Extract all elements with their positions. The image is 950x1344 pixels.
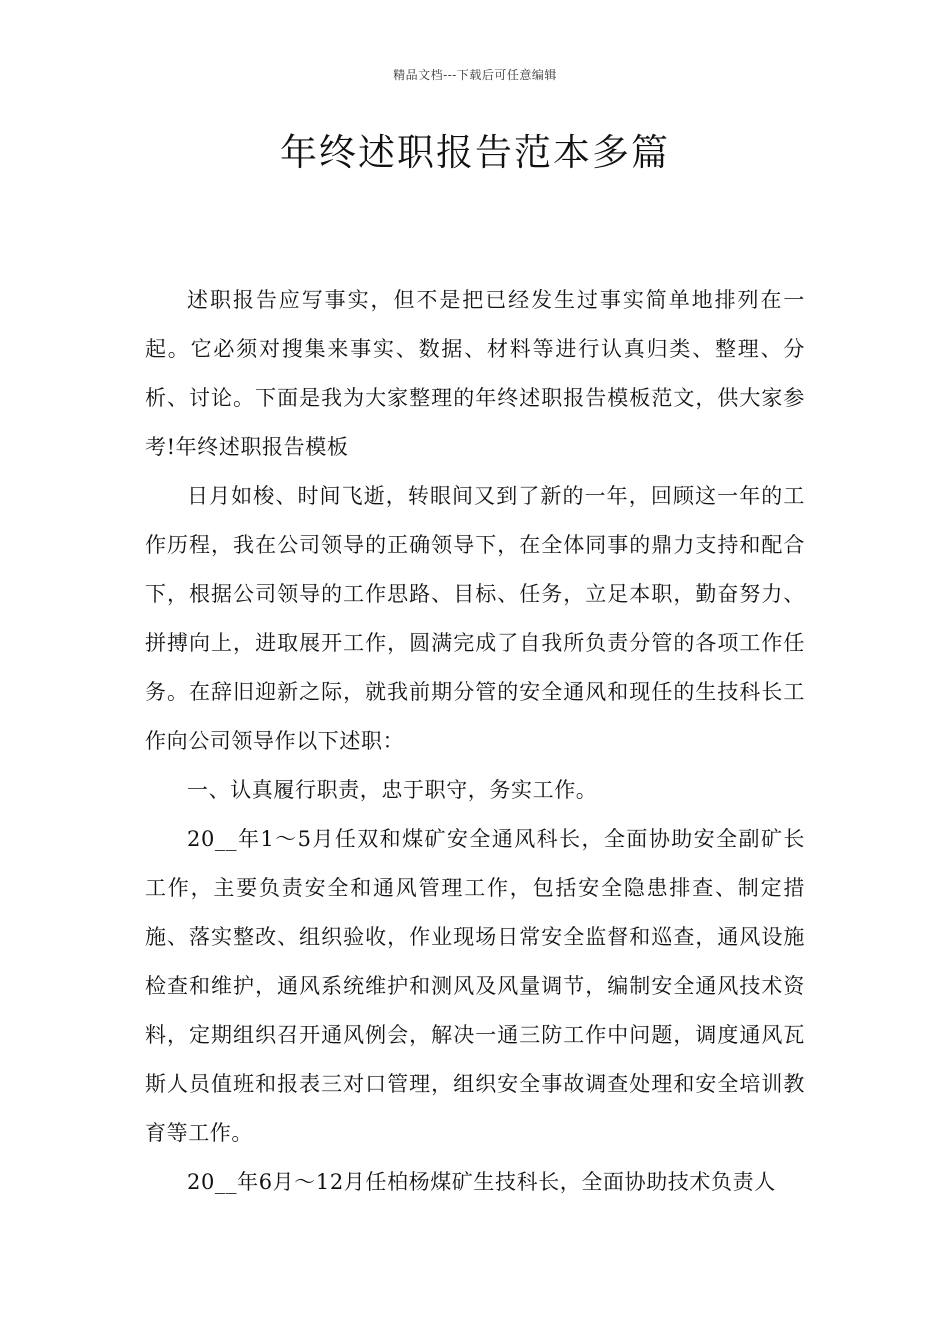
header-note: 精品文档---下载后可任意编辑 [393,68,557,82]
paragraph-intro: 述职报告应写事实，但不是把已经发生过事实简单地排列在一起。它必须对搜集来事实、数据、材料等进行认真归类、整理、分析、讨论。下面是我为大家整理的年终述职报告模板范文，供大家参考!年终述职报告模板 [145,288,805,459]
paragraph-section-heading: 一、认真履行职责，忠于职守，务实工作。 [187,778,598,802]
document-body [145,276,805,1207]
paragraph-tech-role: 20__年6月～12月任柏杨煤矿生技科长，全面协助技术负责人 [187,1170,776,1194]
paragraph-safety-role: 20__年1～5月任双和煤矿安全通风科长，全面协助安全副矿长工作，主要负责安全和通风管理工作，包括安全隐患排查、制定措施、落实整改、组织验收，作业现场日常安全监督和巡查，通风设施检查和维护，通风系统维护和测风及风量调节，编制安全通风技术资料，定期组织召开通风例会，解决一通三防工作中问题，调度通风瓦斯人员值班和报表三对口管理，组织安全事故调查处理和安全培训教育等工作。 [145,827,805,1145]
document-title: 年终述职报告范本多篇 [280,131,670,174]
paragraph-review: 日月如梭、时间飞逝，转眼间又到了新的一年，回顾这一年的工作历程，我在公司领导的正确领导下，在全体同事的鼎力支持和配合下，根据公司领导的工作思路、目标、任务，立足本职，勤奋努力、拼搏向上，进取展开工作，圆满完成了自我所负责分管的各项工作任务。在辞旧迎新之际，就我前期分管的安全通风和现任的生技科长工作向公司领导作以下述职： [145,484,805,753]
